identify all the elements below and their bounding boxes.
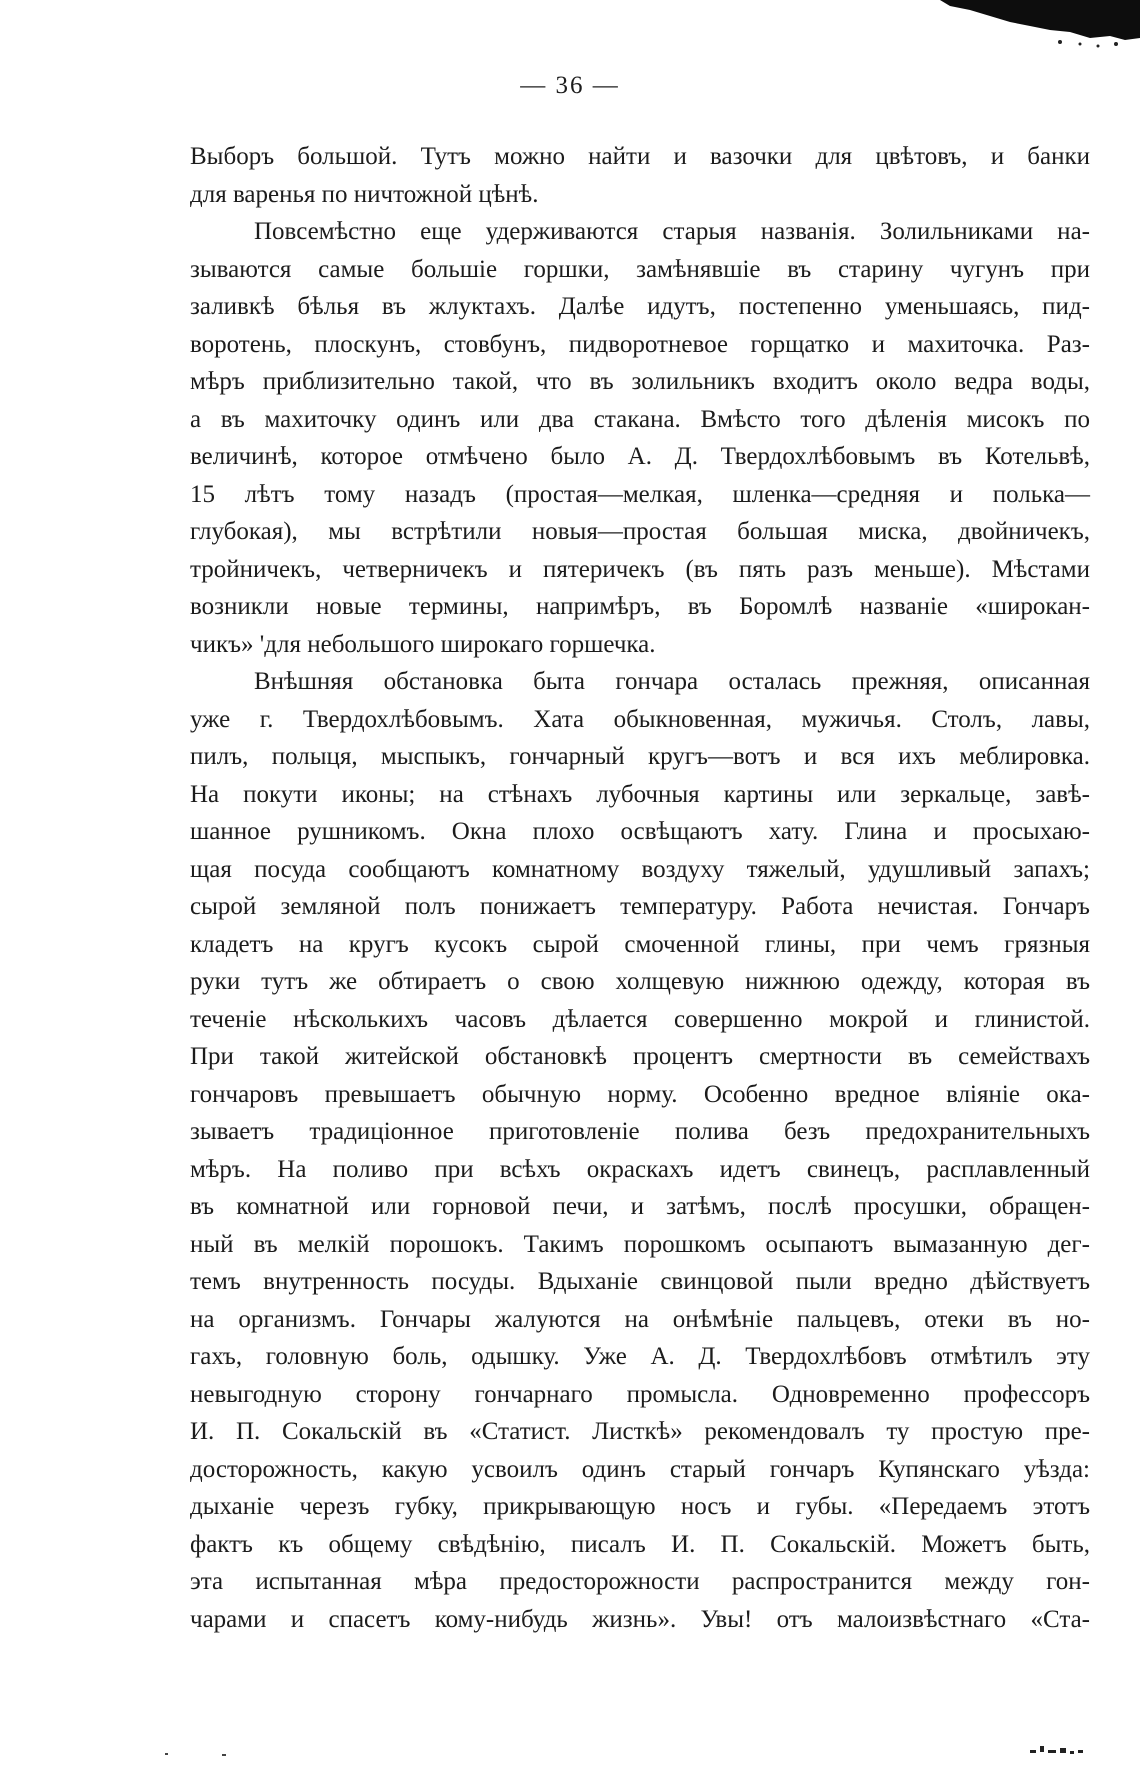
text-line: руки тутъ же обтираетъ о свою холщевую нижнюю одежду, которая въ: [190, 968, 1090, 995]
text-line: кладетъ на кругъ кусокъ сырой смоченной глины, при чемъ грязныя: [190, 930, 1090, 958]
text-line: зываются самые большіе горшки, замѣнявшіе въ старину чугунъ при: [190, 255, 1090, 283]
text-line: глубокая), мы встрѣтили новыя—простая большая миска, двойничекъ,: [190, 518, 1090, 545]
scan-specks: [0, 1720, 1140, 1780]
text-line: чарами и спасетъ кому-нибудь жизнь». Увы! отъ малоизвѣстнаго «Ста-: [190, 1605, 1090, 1633]
text-line: гончаровъ превышаетъ обычную норму. Особенно вредное вліяніе ока-: [190, 1080, 1090, 1108]
text-line: мѣръ. На поливо при всѣхъ окраскахъ идетъ свинецъ, расплавленный: [190, 1155, 1090, 1183]
text-line: зываетъ традиціонное приготовленіе полива безъ предохранительныхъ: [190, 1118, 1090, 1145]
text-line: въ комнатной или горновой печи, и затѣмъ, послѣ просушки, обращен-: [190, 1193, 1090, 1220]
scan-ink-blot: [920, 0, 1140, 60]
text-line: дыханіе черезъ губку, прикрывающую носъ и губы. «Передаемъ этотъ: [190, 1493, 1090, 1520]
text-line: возникли новые термины, напримѣръ, въ Боромлѣ названіе «широкан-: [190, 593, 1090, 620]
text-line: для варенья по ничтожной цѣнѣ.: [190, 180, 539, 208]
text-line: пилъ, полыця, мыспыкъ, гончарный кругъ—вотъ и вся ихъ меблировка.: [190, 743, 1090, 770]
text-line: мѣръ приблизительно такой, что въ золильникъ входитъ около ведра воды,: [190, 368, 1090, 395]
text-line: на организмъ. Гончары жалуются на онѣмѣніе пальцевъ, отеки въ но-: [190, 1305, 1090, 1333]
text-line: величинѣ, которое отмѣчено было А. Д. Твердохлѣбовымъ въ Котельвѣ,: [190, 443, 1090, 470]
text-line: досторожность, какую усвоилъ одинъ старый гончаръ Купянскаго уѣзда:: [190, 1455, 1090, 1483]
text-line: а въ махиточку одинъ или два стакана. Вмѣсто того дѣленія мисокъ по: [190, 405, 1090, 433]
page-number: — 36 —: [520, 72, 620, 99]
paragraph: [190, 213, 1090, 663]
paragraph: [190, 663, 1090, 1638]
text-line: При такой житейской обстановкѣ процентъ смертности въ семействахъ: [190, 1043, 1090, 1070]
text-line: уже г. Твердохлѣбовымъ. Хата обыкновенная, мужичья. Столъ, лавы,: [190, 705, 1090, 733]
text-line: шанное рушникомъ. Окна плохо освѣщаютъ хату. Глина и просыхаю-: [190, 818, 1090, 845]
text-line: воротень, плоскунъ, стовбунъ, пидворотневое горщатко и махиточка. Раз-: [190, 330, 1090, 358]
text-line: На покути иконы; на стѣнахъ лубочныя картины или зеркальце, завѣ-: [190, 780, 1090, 808]
text-line: Повсемѣстно еще удерживаются старыя названія. Золильниками на-: [254, 218, 1090, 245]
text-line: 15 лѣтъ тому назадъ (простая—мелкая, шленка—средняя и полька—: [190, 480, 1090, 508]
text-line: Выборъ большой. Тутъ можно найти и вазочки для цвѣтовъ, и банки: [190, 143, 1090, 170]
body-text: [190, 138, 1090, 1638]
text-line: эта испытанная мѣра предосторожности распространится между гон-: [190, 1568, 1090, 1595]
text-line: чикъ» 'для небольшого широкаго горшечка.: [190, 630, 656, 658]
paragraph: [190, 138, 1090, 213]
text-line: фактъ къ общему свѣдѣнію, писалъ И. П. Сокальскій. Можетъ быть,: [190, 1530, 1090, 1558]
text-line: щая посуда сообщаютъ комнатному воздуху тяжелый, удушливый запахъ;: [190, 855, 1090, 883]
text-line: ный въ мелкій порошокъ. Такимъ порошкомъ осыпаютъ вымазанную дег-: [190, 1230, 1090, 1258]
text-line: Внѣшняя обстановка быта гончара осталась прежняя, описанная: [254, 668, 1090, 695]
text-line: заливкѣ бѣлья въ жлуктахъ. Далѣе идутъ, постепенно уменьшаясь, пид-: [190, 293, 1090, 320]
text-line: сырой земляной полъ понижаетъ температуру. Работа нечистая. Гончаръ: [190, 893, 1090, 920]
text-line: темъ внутренность посуды. Вдыханіе свинцовой пыли вредно дѣйствуетъ: [190, 1268, 1090, 1295]
text-line: теченіе нѣсколькихъ часовъ дѣлается совершенно мокрой и глинистой.: [190, 1005, 1090, 1033]
text-line: тройничекъ, четверничекъ и пятеричекъ (въ пять разъ меньше). Мѣстами: [190, 555, 1090, 583]
text-line: гахъ, головную боль, одышку. Уже А. Д. Твердохлѣбовъ отмѣтилъ эту: [190, 1343, 1090, 1370]
text-line: невыгодную сторону гончарнаго промысла. Одновременно профессоръ: [190, 1380, 1090, 1408]
text-line: И. П. Сокальскій въ «Статист. Листкѣ» рекомендовалъ ту простую пре-: [190, 1418, 1090, 1445]
